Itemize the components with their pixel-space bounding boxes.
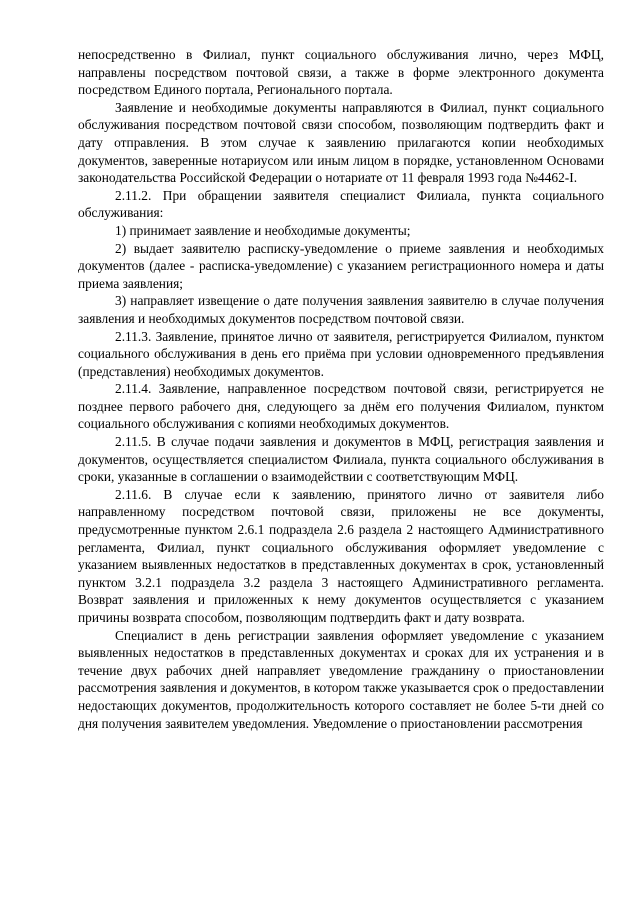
paragraph-postal-submission: Заявление и необходимые документы направляются в Филиал, пункт социального обслуживания посредством почтовой связи способом, позволяющим подтвердить факт и дату отправления. В этом случае к заявлению прилагаются копии необходимых документов, заверенные нотариусом или иным лицом в порядке, установленном Основами законодательства Российской Федерации о нотариате от 11 февраля 1993 года №4462-I. <box>78 99 604 186</box>
paragraph-2-11-5: 2.11.5. В случае подачи заявления и документов в МФЦ, регистрация заявления и документов, осуществляется специалистом Филиала, пункта социального обслуживания в сроки, указанные в соглашении о взаимодействии с соответствующим МФЦ. <box>78 434 604 485</box>
paragraph-intro-continuation: непосредственно в Филиал, пункт социального обслуживания лично, через МФЦ, направлены посредством почтовой связи, а также в форме электронного документа посредством Единого портала, Регионального портала. <box>78 47 604 98</box>
list-item-2: 2) выдает заявителю расписку-уведомление о приеме заявления и необходимых документов (далее - расписка-уведомление) с указанием регистрационного номера и даты приема заявления; <box>78 240 604 291</box>
paragraph-2-11-2: 2.11.2. При обращении заявителя специалист Филиала, пункта социального обслуживания: <box>78 187 604 221</box>
document-page <box>78 46 604 732</box>
paragraph-2-11-3: 2.11.3. Заявление, принятое лично от заявителя, регистрируется Филиалом, пунктом социального обслуживания в день его приёма при условии одновременного предъявления (представления) необходимых документов. <box>78 328 604 379</box>
list-item-1: 1) принимает заявление и необходимые документы; <box>115 222 411 238</box>
paragraph-2-11-4: 2.11.4. Заявление, направленное посредством почтовой связи, регистрируется не позднее первого рабочего дня, следующего за днём его получения Филиалом, пунктом социального обслуживания с копиями необходимых документов. <box>78 381 604 432</box>
paragraph-specialist-notice: Специалист в день регистрации заявления оформляет уведомление с указанием выявленных недостатков в представленных документах и сроках для их устранения и в течение двух рабочих дней направляет уведомление гражданину о приостановлении рассмотрения заявления и документов, в котором также указывается срок о предоставлении недостающих документов, продолжительность которого составляет не более 5-ти дней со дня получения заявителем уведомления. Уведомление о приостановлении рассмотрения <box>78 627 604 731</box>
paragraph-2-11-6: 2.11.6. В случае если к заявлению, принятого лично от заявителя либо направленному посредством почтовой связи, приложены не все документы, предусмотренные пунктом 2.6.1 подраздела 2.6 раздела 2 настоящего Административного регламента, Филиал, пункт социального обслуживания оформляет уведомление с указанием выявленных недостатков в представленных документах в срок, установленный пунктом 3.2.1 подраздела 3.2 раздела 3 настоящего Административного регламента. Возврат заявления и приложенных к нему документов осуществляется с указанием причины возврата способом, позволяющим подтвердить факт и дату возврата. <box>78 486 604 625</box>
list-item-3: 3) направляет извещение о дате получения заявления заявителю в случае получения заявления и необходимых документов посредством почтовой связи. <box>78 293 604 326</box>
